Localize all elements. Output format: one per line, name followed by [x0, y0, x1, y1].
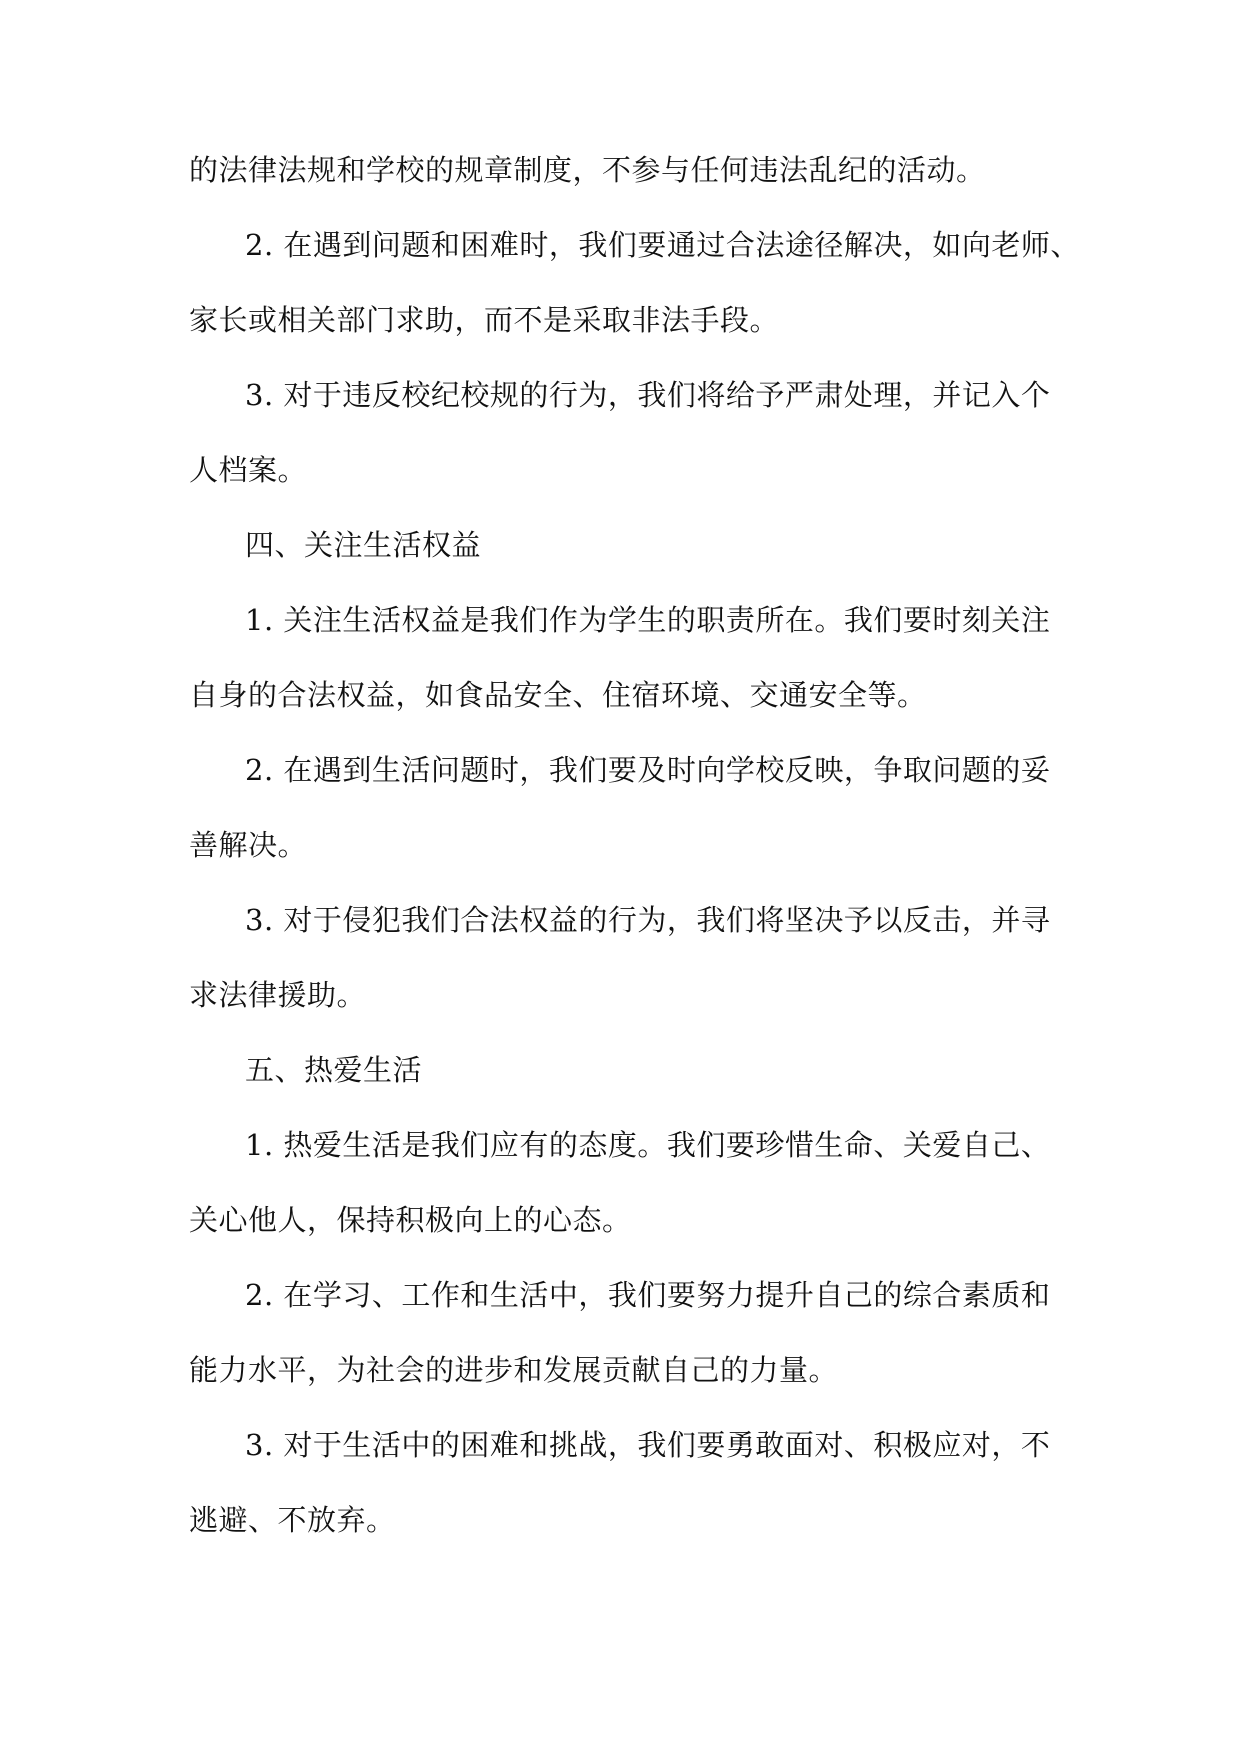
paragraph-line: 人档案。	[189, 453, 308, 487]
paragraph-line: 自身的合法权益，如食品安全、住宿环境、交通安全等。	[189, 678, 927, 712]
paragraph-line: 3. 对于违反校纪校规的行为，我们将给予严肃处理，并记入个	[245, 378, 1051, 412]
paragraph-line: 的法律法规和学校的规章制度，不参与任何违法乱纪的活动。	[189, 153, 986, 187]
paragraph-line: 1. 关注生活权益是我们作为学生的职责所在。我们要时刻关注	[245, 603, 1051, 637]
section-heading: 五、热爱生活	[245, 1053, 423, 1087]
paragraph-line: 1. 热爱生活是我们应有的态度。我们要珍惜生命、关爱自己、	[245, 1128, 1051, 1162]
paragraph-line: 家长或相关部门求助，而不是采取非法手段。	[189, 303, 780, 337]
paragraph-line: 3. 对于侵犯我们合法权益的行为，我们将坚决予以反击，并寻	[245, 903, 1051, 937]
section-heading: 四、关注生活权益	[245, 528, 482, 562]
paragraph-line: 2. 在学习、工作和生活中，我们要努力提升自己的综合素质和	[245, 1278, 1051, 1312]
paragraph-line: 2. 在遇到问题和困难时，我们要通过合法途径解决，如向老师、	[245, 228, 1080, 262]
paragraph-line: 关心他人，保持积极向上的心态。	[189, 1203, 632, 1237]
paragraph-line: 逃避、不放弃。	[189, 1503, 396, 1537]
paragraph-line: 3. 对于生活中的困难和挑战，我们要勇敢面对、积极应对，不	[245, 1428, 1051, 1462]
paragraph-line: 善解决。	[189, 828, 308, 862]
paragraph-line: 能力水平，为社会的进步和发展贡献自己的力量。	[189, 1353, 839, 1387]
paragraph-line: 求法律援助。	[189, 978, 367, 1012]
paragraph-line: 2. 在遇到生活问题时，我们要及时向学校反映，争取问题的妥	[245, 753, 1051, 787]
